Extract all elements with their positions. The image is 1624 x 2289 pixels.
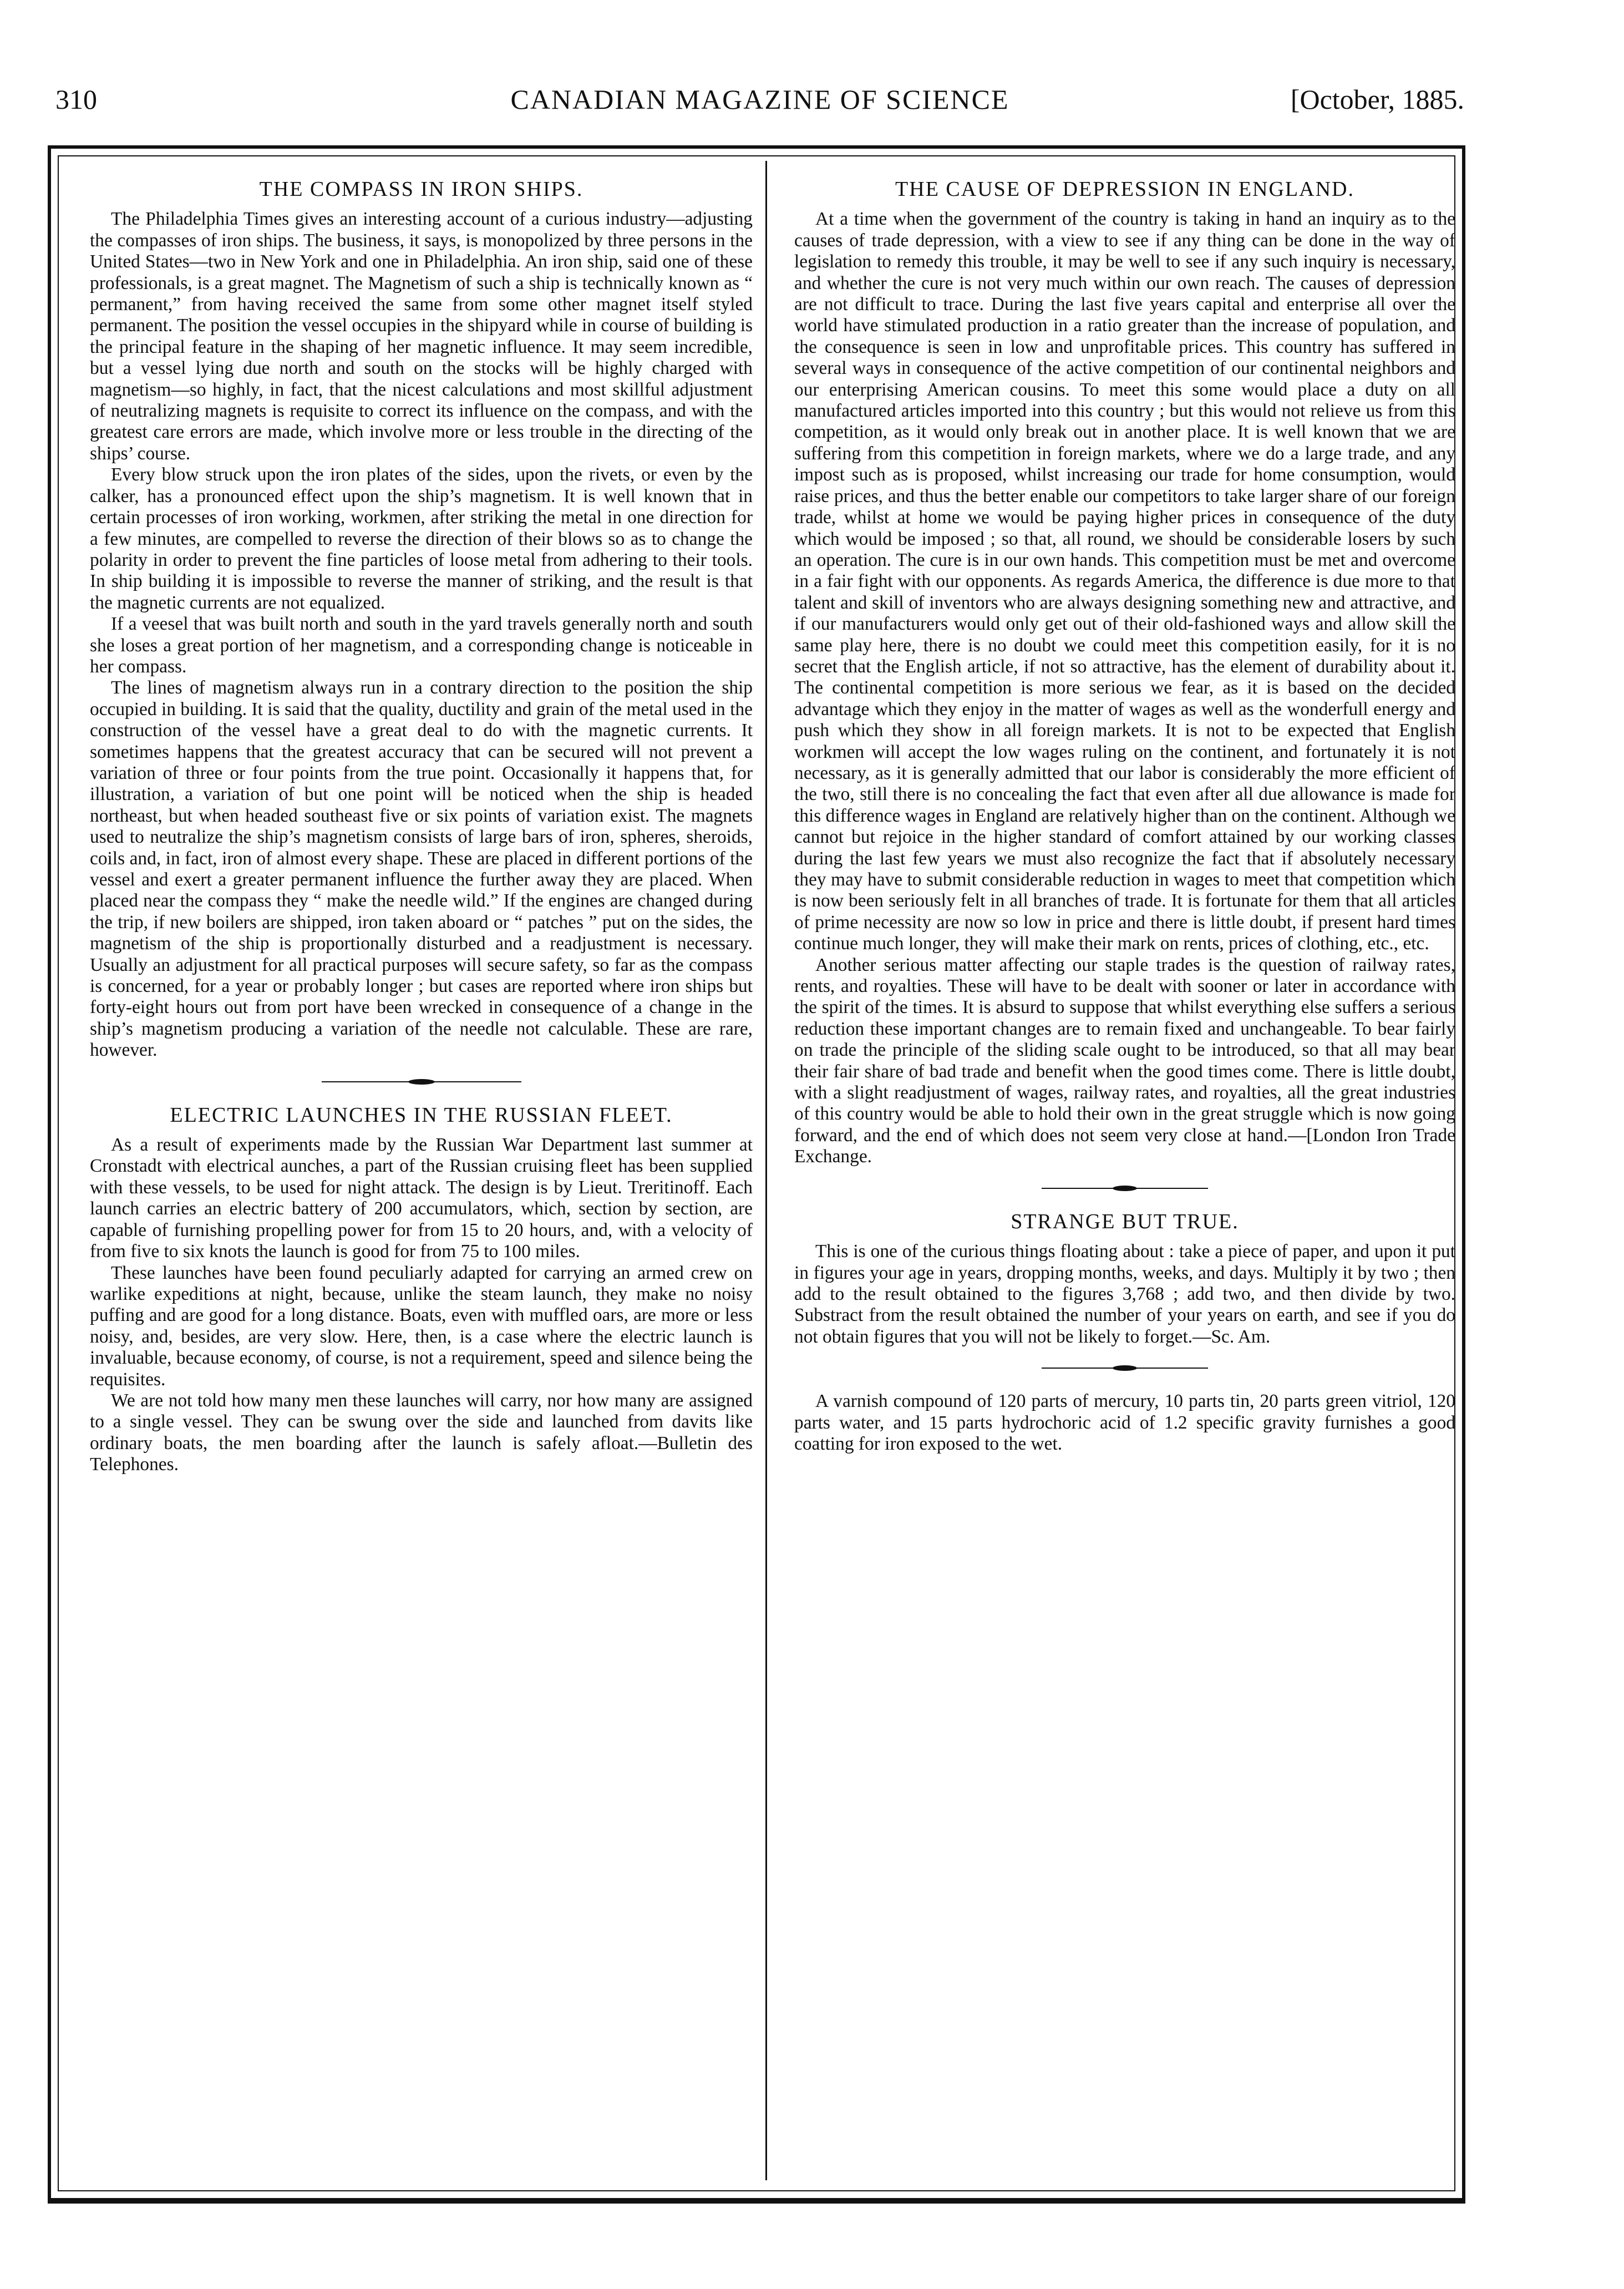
article-depression (794, 179, 1455, 1168)
paragraph: This is one of the curious things floating about : take a piece of paper, and upon it put in figures your age in years, dropping months, weeks, and days. Multiply it by two ; then add to the result obtained to the figures 3,768 ; add two, and then divide by two. Substract from the result obtained the number of your years on earth, and see if you do not obtain figures that you will not be likely to forget.—Sc. Am. (794, 1241, 1455, 1347)
article-compass (90, 179, 753, 1061)
paragraph: The lines of magnetism always run in a contrary direction to the position the ship occupied in building. It is said that the quality, ductility and grain of the metal used in the construction of the vessel have a great deal to do with the magnetic currents. It sometimes happens that the greatest accuracy that can be secured will not prevent a variation of three or four points from the true point. Occasionally it happens that, for illustration, a variation of but one point will be noticed when the ship is headed northeast, but when headed southeast five or six points of variation exist. The magnets used to neutralize the ship’s magnetism consists of large bars of iron, spheres, sheroids, coils and, in fact, iron of almost every shape. These are placed in different portions of the vessel and exert a greater permanent influence the further away they are placed. When placed near the compass they “ make the needle wild.” If the engines are changed during the trip, if new boilers are shipped, iron taken aboard or “ patches ” put on the sides, the magnetism of the ship is proportionally disturbed and a readjustment is necessary. Usually an adjustment for all practical purposes will secure safety, so far as the compass is concerned, for a year or probably longer ; but cases are reported where iron ships but forty-eight hours out from port have been wrecked in consequence of a change in the ship’s magnetism producing a variation of the needle not calculable. These are rare, however. (90, 677, 753, 1061)
issue-date: [October, 1885. (1290, 84, 1464, 115)
paragraph: We are not told how many men these launches will carry, nor how many are assigned to a single vessel. They can be swung over the side and launched from davits like ordinary boats, the men boarding after the launch is safely afloat.—Bulletin des Telephones. (90, 1390, 753, 1475)
paragraph: As a result of experiments made by the Russian War Department last summer at Cronstadt with electrical aunches, a part of the Russian cruising fleet has been supplied with these vessels, to be used for night attack. The design is by Lieut. Treritinoff. Each launch carries an electric battery of 200 accumulators, which, section by section, are capable of furnishing propelling power for from 15 to 20 hours, and, with a velocity of from five to six knots the launch is good for from 75 to 100 miles. (90, 1135, 753, 1262)
paragraph: Every blow struck upon the iron plates of the sides, upon the rivets, or even by the calker, has a pronounced effect upon the ship’s magnetism. It is well known that in certain processes of iron working, workmen, after striking the metal in one direction for a few minutes, are compelled to reverse the direction of their blows so as to change the polarity in order to prevent the fine particles of loose metal from adhering to their tools. In ship building it is impossible to reverse the manner of striking, and the result is that the magnetic currents are not equalized. (90, 464, 753, 613)
paragraph: At a time when the government of the country is taking in hand an inquiry as to the causes of trade depression, with a view to see if any thing can be done in the way of legislation to remedy this trouble, it may be well to see if any such inquiry is necessary, and whether the cure is not very much within our own reach. The causes of depression are not difficult to trace. During the last five years capital and enterprise all over the world have stimulated production in a ratio greater than the increase of population, and the consequence is seen in low and unprofitable prices. This country has suffered in several ways in consequence of the active competition of our continental neighbors and our enterprising American cousins. To meet this some would place a duty on all manufactured articles imported into this country ; but this would not relieve us from this competition, as it would only break out in another place. It is well known that we are suffering from this competition in foreign markets, where we do a large trade, and any impost such as is proposed, whilst increasing our trade for home consumption, would raise prices, and thus the better enable our competitors to take larger share of our foreign trade, whilst at home we would be paying higher prices in consequence of the duty which would be imposed ; so that, all round, we should be considerable losers by such an operation. The cure is in our own hands. This competition must be met and overcome in a fair fight with our opponents. As regards America, the difference is due more to that talent and skill of inventors who are always designing something new and attractive, and if our manufacturers would only get out of their old-fashioned ways and allow skill the same play here, there is no doubt we could meet this competition easily, for it is no secret that the English article, if not so attractive, has the element of durability about it. The continental competition is more serious we fear, as it is based on the decided advantage which they enjoy in the matter of wages as well as the wonderfull energy and push which they show in all foreign markets. It is not to be expected that English workmen will accept the low wages ruling on the continent, and fortunately it is not necessary, as it is generally admitted that our labor is considerably the more efficient of the two, still there is no concealing the fact that even after all due allowance is made for this difference wages in England are relatively higher than on the continent. Although we cannot but rejoice in the higher standard of comfort attained by our working classes during the last few years we must also recognize the fact that if absolutely necessary they may have to submit considerable reduction in wages to meet that competition which is now been seriously felt in all branches of trade. It is fortunate for them that all articles of prime necessity are now so low in price and there is little doubt, if present hard times continue much longer, they will make their mark on rents, prices of clothing, etc., etc. (794, 209, 1455, 954)
article-title: ELECTRIC LAUNCHES IN THE RUSSIAN FLEET. (170, 1103, 673, 1127)
paragraph: Another serious matter affecting our staple trades is the question of railway rates, rents, and royalties. These will have to be dealt with sooner or later in accordance with the spirit of the times. It is absurd to suppose that whilst everything else suffers a serious reduction these important changes are to remain fixed and unchangeable. To bear fairly on trade the principle of the sliding scale ought to be introduced, so that all may bear their fair share of bad trade and benefit when the good times come. There is little doubt, with a slight readjustment of wages, railway rates, and royalties, all the great industries of this country would be able to hold their own in the great struggle which is now going forward, and the end of which does not seem very close at hand.—[London Iron Trade Exchange. (794, 954, 1455, 1167)
paragraph: The Philadelphia Times gives an interesting account of a curious industry—adjusting the compasses of iron ships. The business, it says, is monopolized by three persons in the United States—two in New York and one in Philadelphia. An iron ship, said one of these professionals, is a great magnet. The Magnetism of such a ship is technically known as “ permanent,” from having received the same from some other magnet itself styled permanent. The position the vessel occupies in the shipyard while in course of building is the principal feature in the shaping of her magnetic influence. It may seem incredible, but a vessel lying due north and south on the stocks will be highly charged with magnetism—so highly, in fact, that the nicest calculations and most skillful adjustment of neutralizing magnets is requisite to correct its influence on the compass, and with the greatest care errors are made, which involve more or less trouble in the directing of the ships’ course. (90, 209, 753, 464)
article-title: THE COMPASS IN IRON SHIPS. (259, 178, 583, 201)
section-separator-ornament (1042, 1364, 1208, 1372)
running-head (55, 83, 1464, 128)
page-number: 310 (55, 84, 97, 115)
article-title: STRANGE BUT TRUE. (1011, 1209, 1239, 1233)
article-launches (90, 1105, 753, 1476)
section-separator-ornament (322, 1078, 521, 1086)
paragraph: If a veesel that was built north and south in the yard travels generally north and south she loses a great portion of her magnetism, and a corresponding change is noticeable in her compass. (90, 614, 753, 677)
article-varnish (794, 1391, 1455, 1455)
article-strange-but-true (794, 1211, 1455, 1348)
paragraph: A varnish compound of 120 parts of mercury, 10 parts tin, 20 parts green vitriol, 120 parts water, and 15 parts hydrochoric acid of 1.2 specific gravity furnishes a good coatting for iron exposed to the wet. (794, 1391, 1455, 1454)
magazine-title: CANADIAN MAGAZINE OF SCIENCE (510, 84, 1009, 115)
article-title: THE CAUSE OF DEPRESSION IN ENGLAND. (895, 178, 1354, 201)
column-rule (765, 161, 767, 2180)
paragraph: These launches have been found peculiarly adapted for carrying an armed crew on warlike expeditions at night, because, unlike the steam launch, they make no noisy puffing and are good for a long distance. Boats, even with muffled oars, are more or less noisy, and, besides, are very slow. Here, then, is a case where the electric launch is invaluable, because economy, of course, is not a requirement, speed and silence being the requisites. (90, 1262, 753, 1390)
right-column (794, 179, 1455, 1455)
section-separator-ornament (1042, 1184, 1208, 1192)
left-column (90, 179, 753, 1476)
